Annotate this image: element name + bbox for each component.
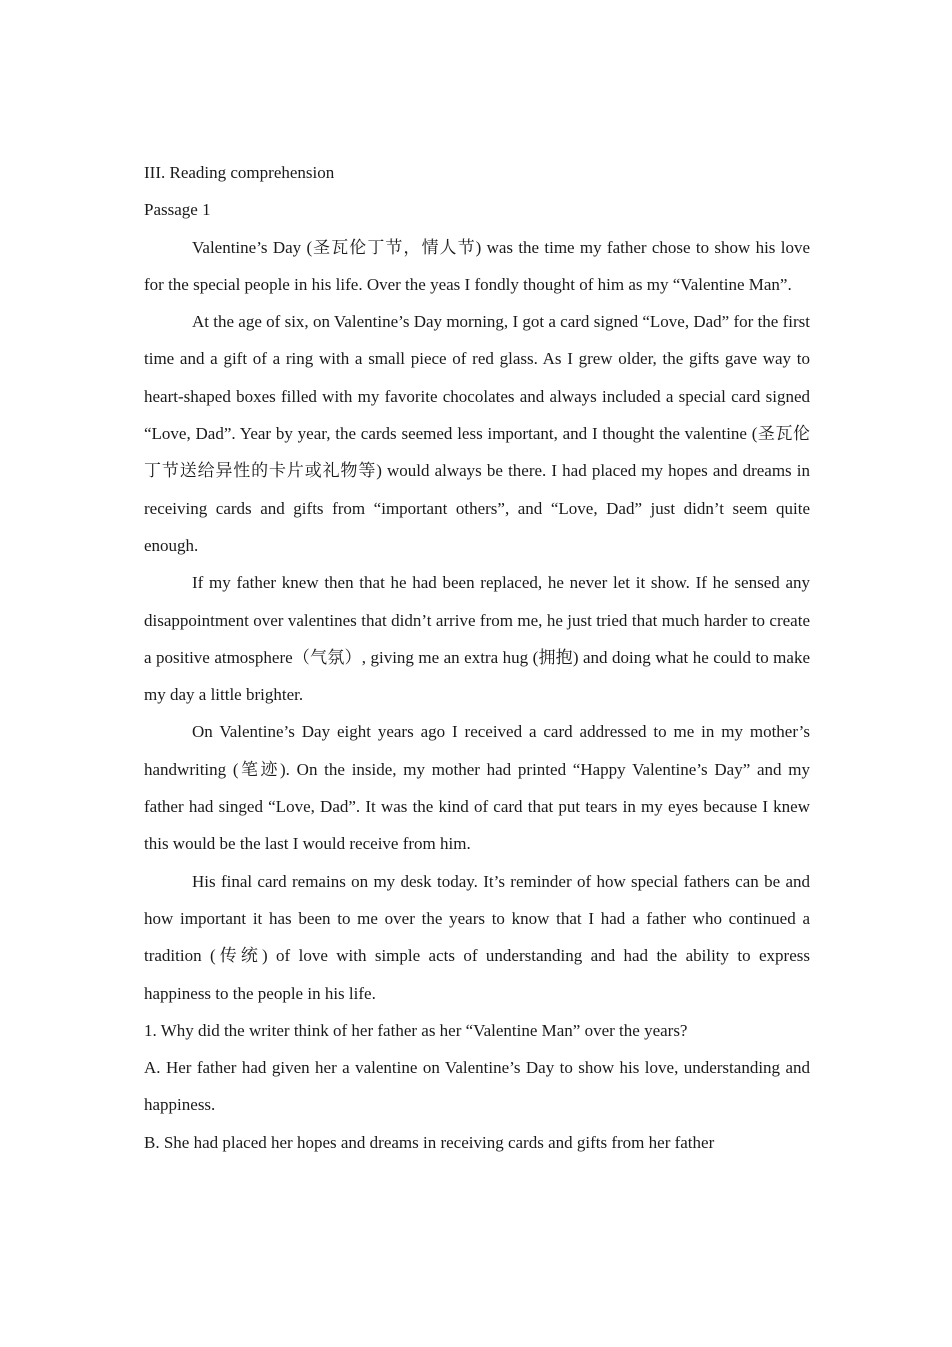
section-heading: III. Reading comprehension [144, 163, 335, 182]
paragraph-5: His final card remains on my desk today. It’s reminder of how special fathers can be and how important it has been to me over the years to know that I had a father who continued a tradition (传统) of love with simple acts of understanding and had the ability to express happiness to the people in his life. [144, 871, 810, 1003]
question-1-stem: 1. Why did the writer think of her father as her “Valentine Man” over the years? [144, 1020, 688, 1040]
document-page [144, 154, 810, 1161]
question-1-option-b: B. She had placed her hopes and dreams in receiving cards and gifts from her father [144, 1132, 715, 1152]
question-1-option-a: A. Her father had given her a valentine on Valentine’s Day to show his love, understanding and happiness. [144, 1058, 810, 1115]
passage-label: Passage 1 [144, 200, 211, 220]
paragraph-4: On Valentine’s Day eight years ago I received a card addressed to me in my mother’s handwriting (笔迹). On the inside, my mother had printed “Happy Valentine’s Day” and my father had singed “Love, Dad”. It was the kind of card that put tears in my eyes because I knew this would be the last I would receive from him. [144, 722, 810, 854]
paragraph-1: Valentine’s Day (圣瓦伦丁节，情人节) was the time my father chose to show his love for the special people in his life. Over the yeas I fondly thought of him as my “Valentine Man”. [144, 237, 810, 294]
paragraph-2: At the age of six, on Valentine’s Day morning, I got a card signed “Love, Dad” for the first time and a gift of a ring with a small piece of red glass. As I grew older, the gifts gave way to heart-shaped boxes filled with my favorite chocolates and always included a special card signed “Love, Dad”. Year by year, the cards seemed less important, and I thought the valentine (圣瓦伦丁节送给异性的卡片或礼物等) would always be there. I had placed my hopes and dreams in receiving cards and gifts from “important others”, and “Love, Dad” just didn’t seem quite enough. [144, 312, 810, 555]
paragraph-3: If my father knew then that he had been replaced, he never let it show. If he sensed any disappointment over valentines that didn’t arrive from me, he just tried that much harder to create a positive atmosphere（气氛）, giving me an extra hug (拥抱) and doing what he could to make my day a little brighter. [144, 573, 810, 705]
